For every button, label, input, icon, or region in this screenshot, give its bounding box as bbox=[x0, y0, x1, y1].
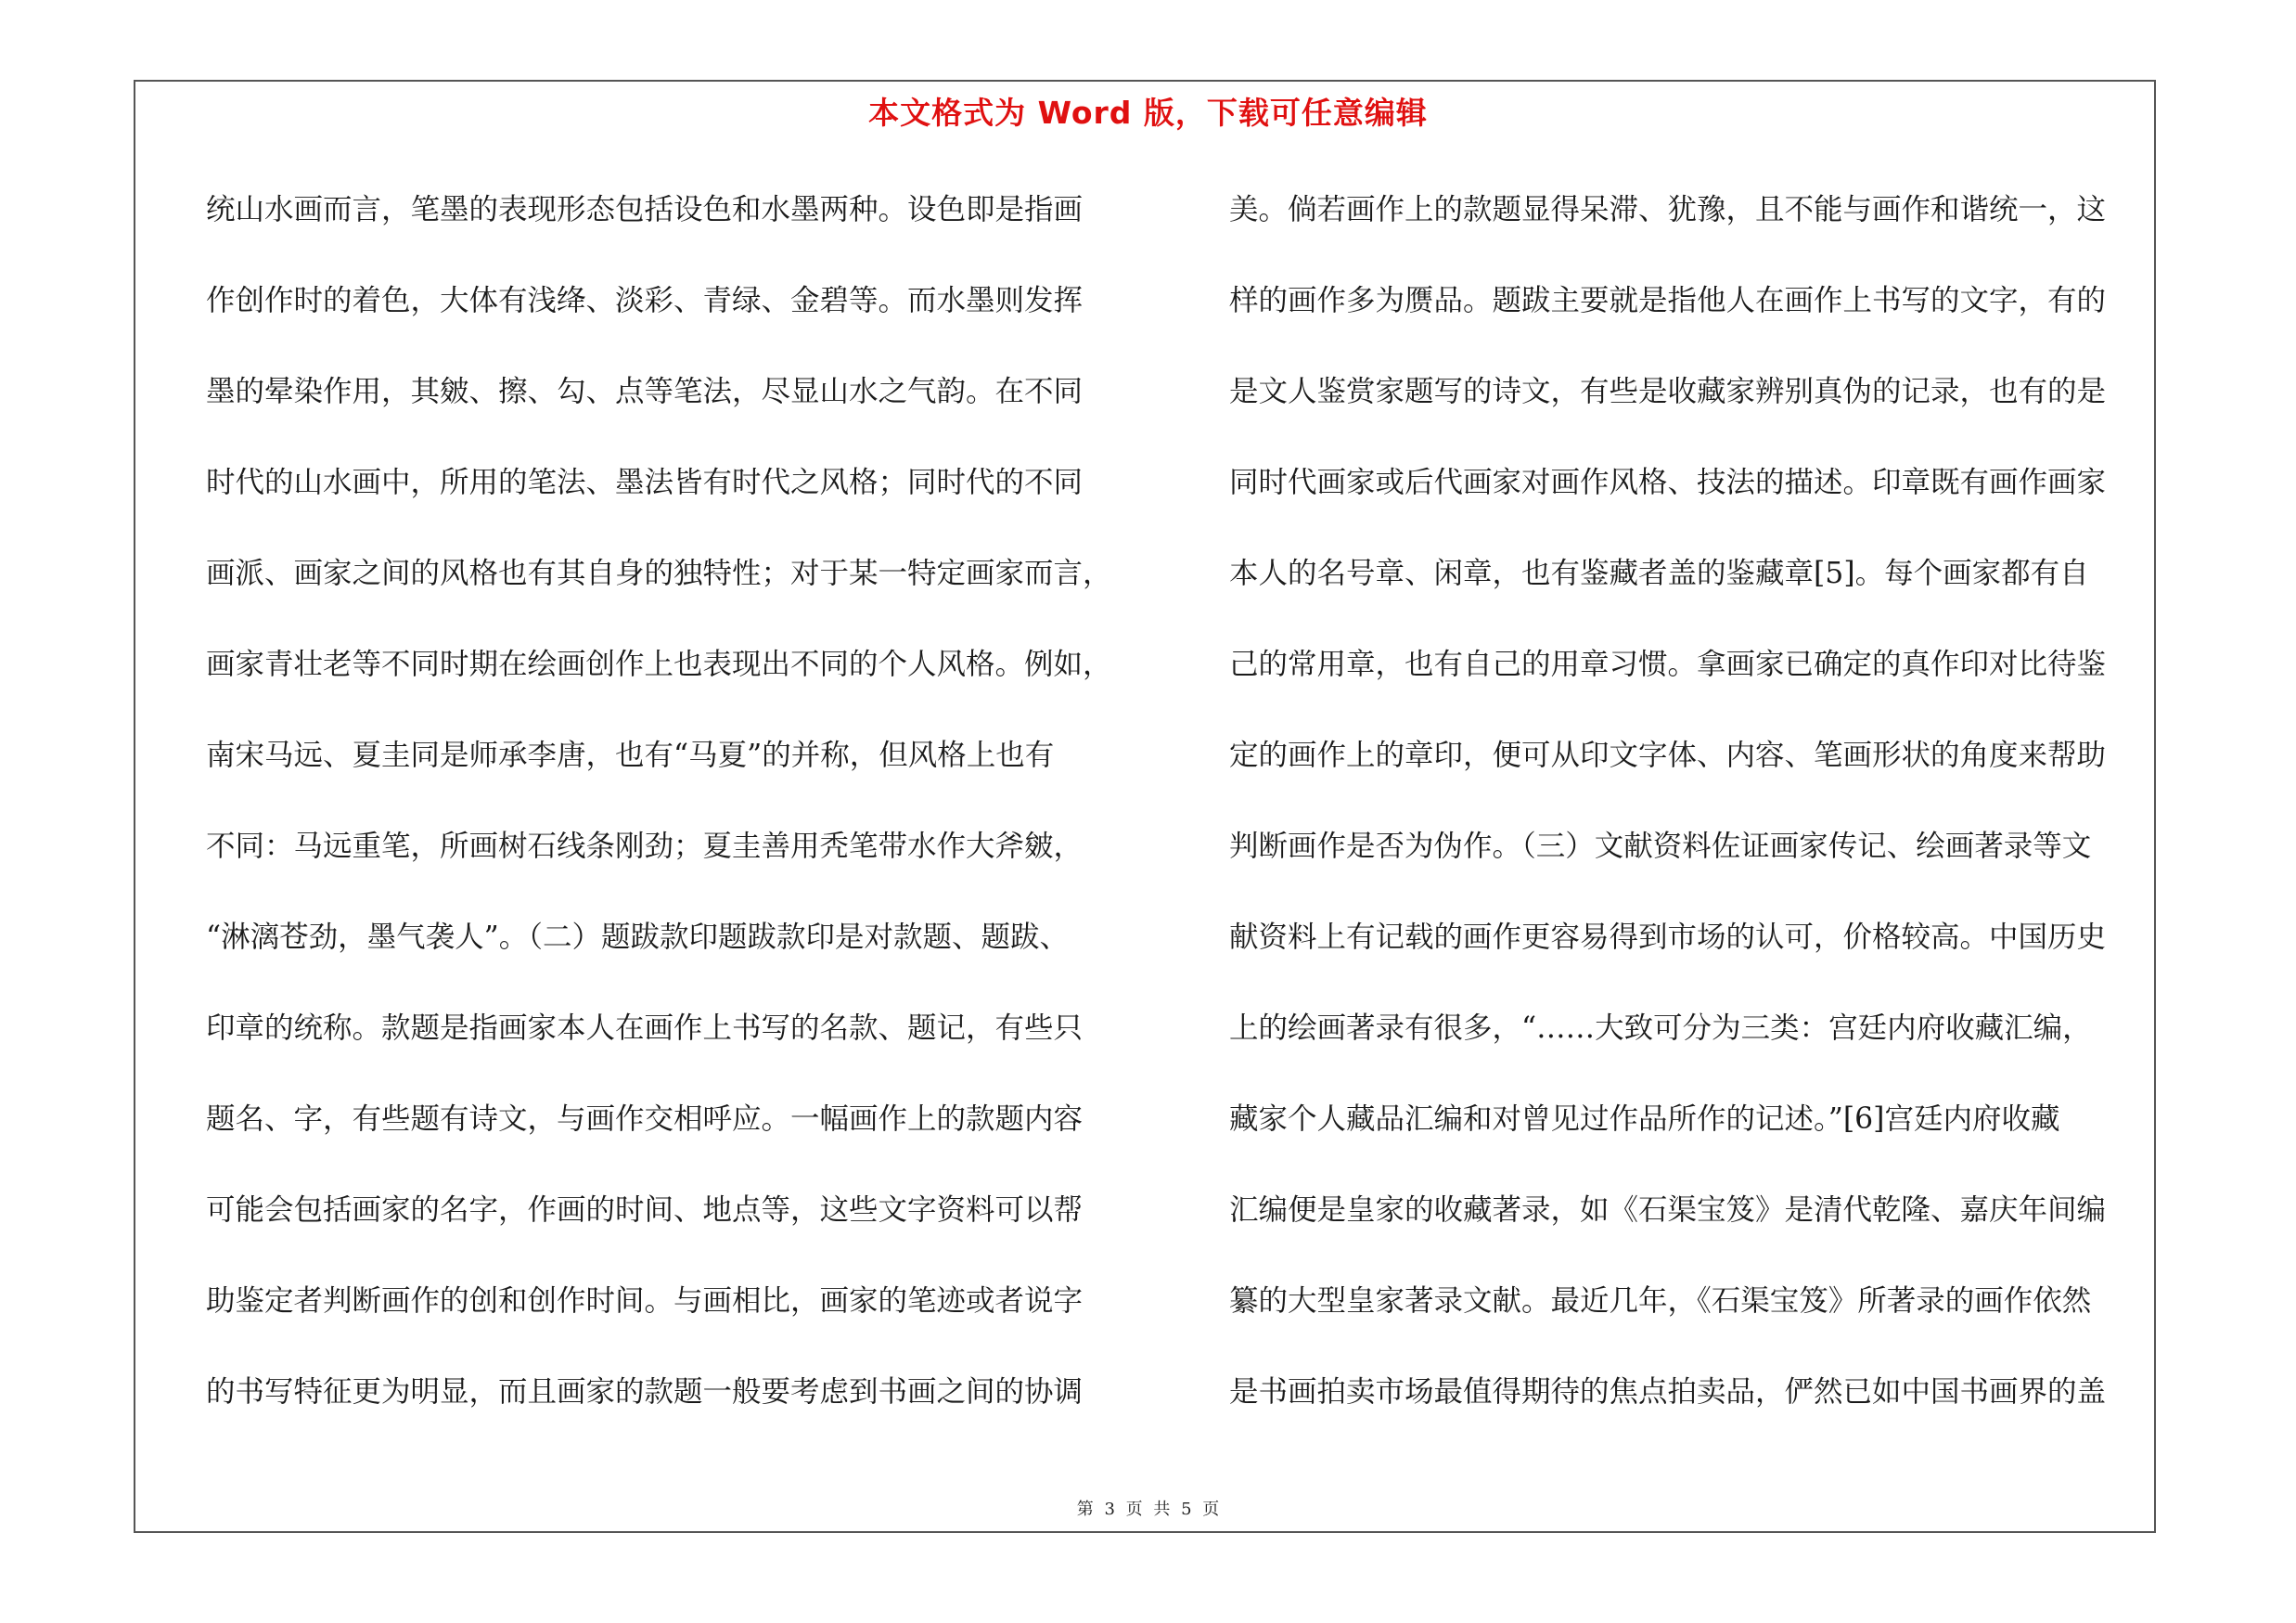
page-number-footer: 第 3 页 共 5 页 bbox=[1076, 1500, 1220, 1519]
left-text-column bbox=[206, 182, 1134, 1455]
text-line: 统山水画而言，笔墨的表现形态包括设色和水墨两种。设色即是指画 bbox=[206, 193, 1084, 226]
text-line: 美。倘若画作上的款题显得呆滞、犹豫，且不能与画作和谐统一，这 bbox=[1229, 193, 2107, 226]
text-line: 定的画作上的章印，便可从印文字体、内容、笔画形状的角度来帮助 bbox=[1229, 739, 2107, 772]
text-line: 印章的统称。款题是指画家本人在画作上书写的名款、题记，有些只 bbox=[206, 1011, 1084, 1045]
text-line: 题名、字，有些题有诗文，与画作交相呼应。一幅画作上的款题内容 bbox=[206, 1102, 1084, 1136]
text-line: 助鉴定者判断画作的创和创作时间。与画相比，画家的笔迹或者说字 bbox=[206, 1284, 1084, 1318]
text-line: “淋漓苍劲，墨气袭人”。（二）题跋款印题跋款印是对款题、题跋、 bbox=[206, 921, 1069, 954]
text-line: 画家青壮老等不同时期在绘画创作上也表现出不同的个人风格。例如， bbox=[206, 648, 1112, 681]
text-line: 判断画作是否为伪作。（三）文献资料佐证画家传记、绘画著录等文 bbox=[1229, 830, 2092, 863]
text-line: 可能会包括画家的名字，作画的时间、地点等，这些文字资料可以帮 bbox=[206, 1193, 1084, 1227]
text-line: 不同：马远重笔，所画树石线条刚劲；夏圭善用秃笔带水作大斧皴， bbox=[206, 830, 1084, 863]
text-line: 画派、画家之间的风格也有其自身的独特性；对于某一特定画家而言， bbox=[206, 557, 1112, 590]
text-line: 墨的晕染作用，其皴、擦、勾、点等笔法，尽显山水之气韵。在不同 bbox=[206, 375, 1084, 408]
text-line: 是书画拍卖市场最值得期待的焦点拍卖品，俨然已如中国书画界的盖 bbox=[1229, 1375, 2107, 1409]
text-line: 是文人鉴赏家题写的诗文，有些是收藏家辨别真伪的记录，也有的是 bbox=[1229, 375, 2107, 408]
text-line: 的书写特征更为明显，而且画家的款题一般要考虑到书画之间的协调 bbox=[206, 1375, 1084, 1409]
word-format-banner: 本文格式为 Word 版，下载可任意编辑 bbox=[868, 95, 1428, 131]
right-text-column bbox=[1229, 182, 2157, 1455]
text-line: 作创作时的着色，大体有浅绛、淡彩、青绿、金碧等。而水墨则发挥 bbox=[206, 284, 1084, 317]
text-line: 南宋马远、夏圭同是师承李唐，也有“马夏”的并称，但风格上也有 bbox=[206, 739, 1055, 772]
text-line: 汇编便是皇家的收藏著录，如《石渠宝笈》是清代乾隆、嘉庆年间编 bbox=[1229, 1193, 2107, 1227]
text-line: 本人的名号章、闲章，也有鉴藏者盖的鉴藏章[5]。每个画家都有自 bbox=[1229, 557, 2089, 590]
text-line: 纂的大型皇家著录文献。最近几年，《石渠宝笈》所著录的画作依然 bbox=[1229, 1284, 2092, 1318]
text-line: 上的绘画著录有很多，“……大致可分为三类：宫廷内府收藏汇编， bbox=[1229, 1011, 2092, 1045]
text-line: 样的画作多为赝品。题跋主要就是指他人在画作上书写的文字，有的 bbox=[1229, 284, 2107, 317]
text-line: 同时代画家或后代画家对画作风格、技法的描述。印章既有画作画家 bbox=[1229, 466, 2107, 499]
text-line: 献资料上有记载的画作更容易得到市场的认可，价格较高。中国历史 bbox=[1229, 921, 2107, 954]
text-line: 时代的山水画中，所用的笔法、墨法皆有时代之风格；同时代的不同 bbox=[206, 466, 1084, 499]
text-line: 藏家个人藏品汇编和对曾见过作品所作的记述。”[6]宫廷内府收藏 bbox=[1229, 1102, 2060, 1136]
text-line: 己的常用章，也有自己的用章习惯。拿画家已确定的真作印对比待鉴 bbox=[1229, 648, 2107, 681]
